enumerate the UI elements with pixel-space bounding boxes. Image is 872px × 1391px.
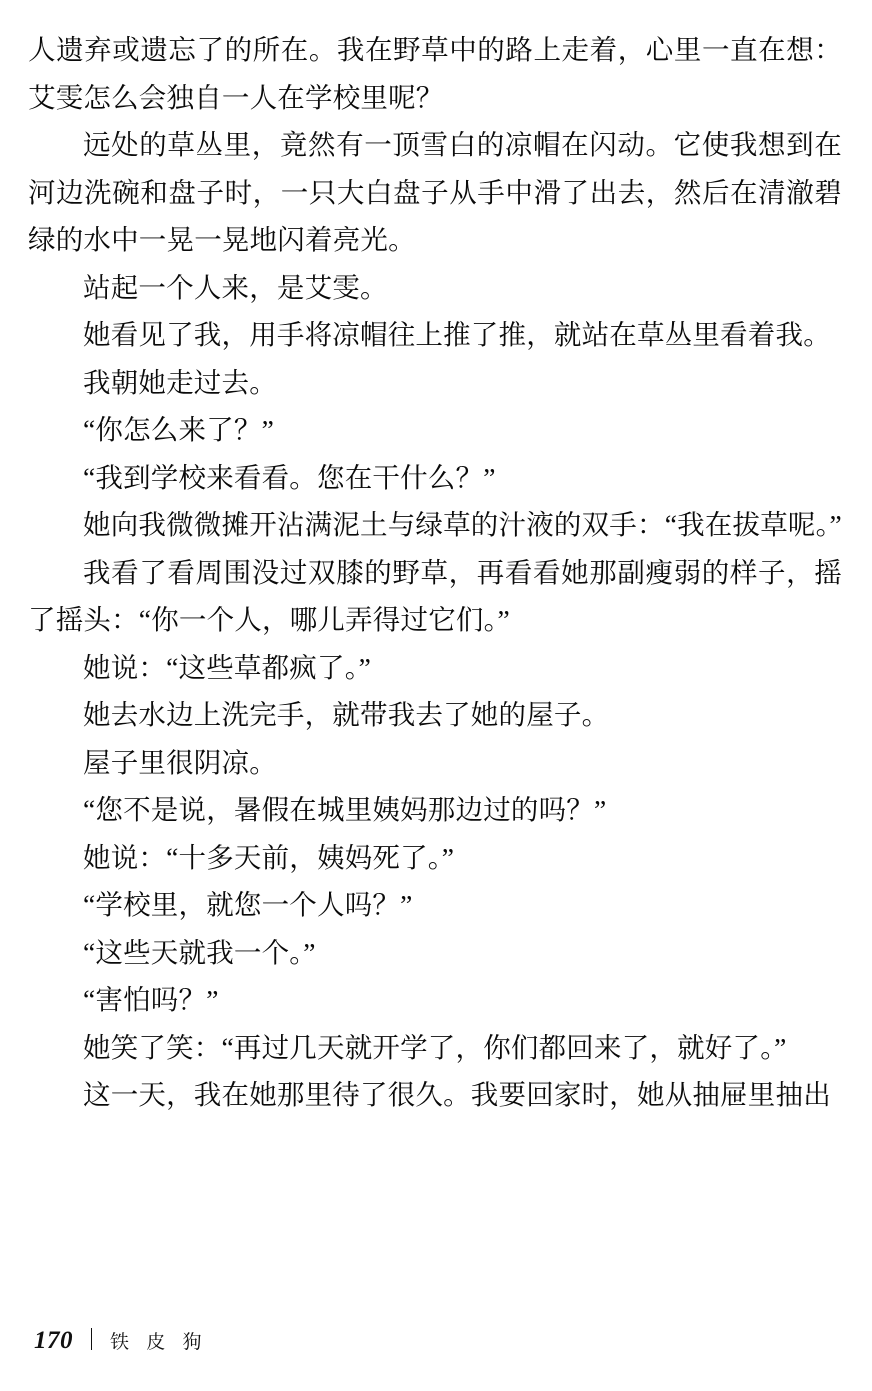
paragraph: 远处的草丛里，竟然有一顶雪白的凉帽在闪动。它使我想到在河边洗碗和盘子时，一只大白盘子从手中滑了出去，然后在清澈碧绿的水中一晃一晃地闪着亮光。 (28, 129, 842, 255)
paragraph: “学校里，就您一个人吗？” (83, 889, 413, 920)
paragraph: 屋子里很阴凉。 (83, 746, 277, 778)
paragraph: 她去水边上洗完手，就带我去了她的屋子。 (83, 699, 610, 730)
paragraph: 站起一个人来，是艾雯。 (83, 271, 388, 303)
page-footer (34, 1326, 208, 1355)
paragraph: 她说：“十多天前，姨妈死了。” (83, 841, 455, 873)
page-body (28, 26, 842, 1119)
paragraph: “你怎么来了？” (83, 414, 275, 445)
paragraph: 我看了看周围没过双膝的野草，再看看她那副瘦弱的样子，摇了摇头：“你一个人，哪儿弄得过它们。” (28, 556, 842, 635)
paragraph: 这一天，我在她那里待了很久。我要回家时，她从抽屉里抽出 (83, 1079, 831, 1110)
running-title: 铁 皮 狗 (110, 1332, 208, 1353)
footer-divider (91, 1328, 92, 1350)
paragraph: 她看见了我，用手将凉帽往上推了推，就站在草丛里看着我。 (83, 319, 831, 350)
paragraph: 她笑了笑：“再过几天就开学了，你们都回来了，就好了。” (83, 1031, 787, 1063)
paragraph: 她向我微微摊开沾满泥土与绿草的汁液的双手：“我在拔草呢。” (83, 509, 842, 540)
paragraph: “这些天就我一个。” (83, 936, 316, 968)
paragraph: 她说：“这些草都疯了。” (83, 651, 372, 683)
page-number: 170 (34, 1327, 73, 1354)
paragraph: “您不是说，暑假在城里姨妈那边过的吗？” (83, 794, 607, 825)
paragraph: 人遗弃或遗忘了的所在。我在野草中的路上走着，心里一直在想：艾雯怎么会独自一人在学校里呢？ (28, 34, 842, 113)
paragraph: “我到学校来看看。您在干什么？” (83, 461, 496, 493)
paragraph: 我朝她走过去。 (83, 366, 277, 398)
paragraph: “害怕吗？” (83, 984, 219, 1015)
